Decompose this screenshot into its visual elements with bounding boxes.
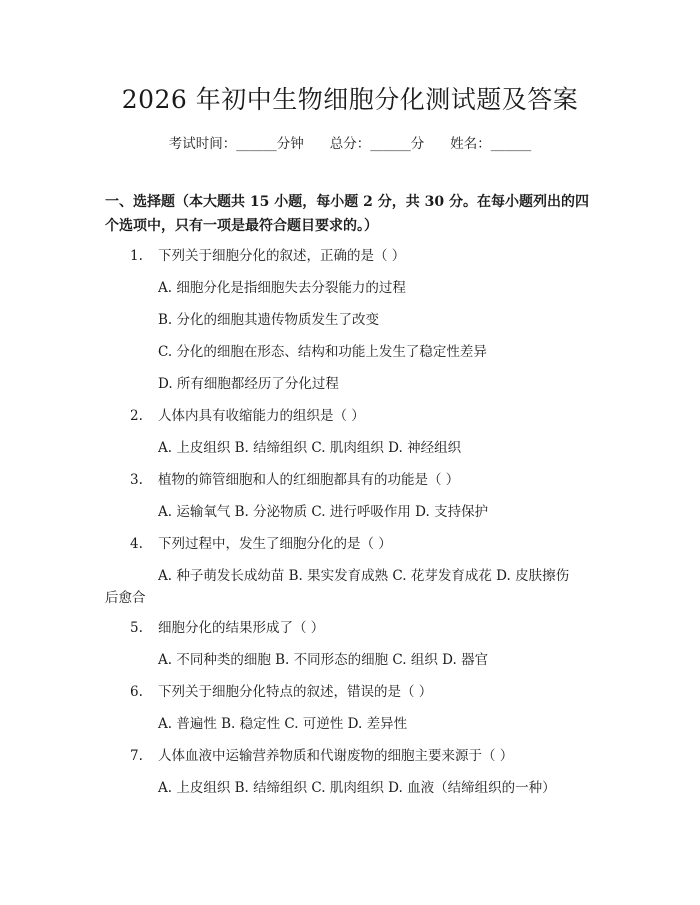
question-text: 植物的筛管细胞和人的红细胞都具有的功能是（ ） <box>158 472 460 488</box>
question-1-option-b: B. 分化的细胞其遗传物质发生了改变 <box>158 312 380 328</box>
question-7-options: A. 上皮组织 B. 结缔组织 C. 肌肉组织 D. 血液（结缔组织的一种） <box>158 780 556 796</box>
question-7 <box>130 744 513 764</box>
question-3-options: A. 运输氧气 B. 分泌物质 C. 进行呼吸作用 D. 支持保护 <box>158 504 489 520</box>
question-5-options: A. 不同种类的细胞 B. 不同形态的细胞 C. 组织 D. 器官 <box>158 652 489 668</box>
question-text: 人体血液中运输营养物质和代谢废物的细胞主要来源于（ ） <box>158 748 514 764</box>
question-number: 1. <box>130 248 143 264</box>
question-1 <box>130 244 405 264</box>
question-text: 下列过程中，发生了细胞分化的是（ ） <box>158 536 392 552</box>
question-4 <box>130 532 392 552</box>
student-name-field: 姓名：______ <box>450 136 532 152</box>
section-heading: 一、选择题（本大题共 15 小题，每小题 2 分，共 30 分。在每小题列出的四个选项中，只有一项是最符合题目要求的。） <box>105 194 589 234</box>
question-1-option-d: D. 所有细胞都经历了分化过程 <box>158 376 339 392</box>
question-2-options: A. 上皮组织 B. 结缔组织 C. 肌肉组织 D. 神经组织 <box>158 440 462 456</box>
question-5 <box>130 616 324 636</box>
question-6 <box>130 680 432 700</box>
question-text: 下列关于细胞分化的叙述，正确的是（ ） <box>158 248 406 264</box>
exam-info-line <box>0 132 700 152</box>
question-3 <box>130 468 459 488</box>
question-1-option-a: A. 细胞分化是指细胞失去分裂能力的过程 <box>158 280 406 296</box>
question-text: 下列关于细胞分化特点的叙述，错误的是（ ） <box>158 684 433 700</box>
question-2 <box>130 404 365 424</box>
total-score-field: 总分：______分 <box>329 136 425 152</box>
question-number: 6. <box>130 684 143 700</box>
question-4-options-wrap: 后愈合 <box>105 590 146 606</box>
page-title: 2026 年初中生物细胞分化测试题及答案 <box>121 85 579 114</box>
question-number: 3. <box>130 472 143 488</box>
question-number: 4. <box>130 536 143 552</box>
question-number: 5. <box>130 620 143 636</box>
question-4-options: A. 种子萌发长成幼苗 B. 果实发育成熟 C. 花芽发育成花 D. 皮肤擦伤 <box>158 568 570 584</box>
question-text: 人体内具有收缩能力的组织是（ ） <box>158 408 365 424</box>
question-1-option-c: C. 分化的细胞在形态、结构和功能上发生了稳定性差异 <box>158 344 487 360</box>
question-number: 2. <box>130 408 143 424</box>
question-6-options: A. 普遍性 B. 稳定性 C. 可逆性 D. 差异性 <box>158 716 408 732</box>
question-number: 7. <box>130 748 143 764</box>
exam-time-field: 考试时间：______分钟 <box>168 136 304 152</box>
question-text: 细胞分化的结果形成了（ ） <box>158 620 325 636</box>
